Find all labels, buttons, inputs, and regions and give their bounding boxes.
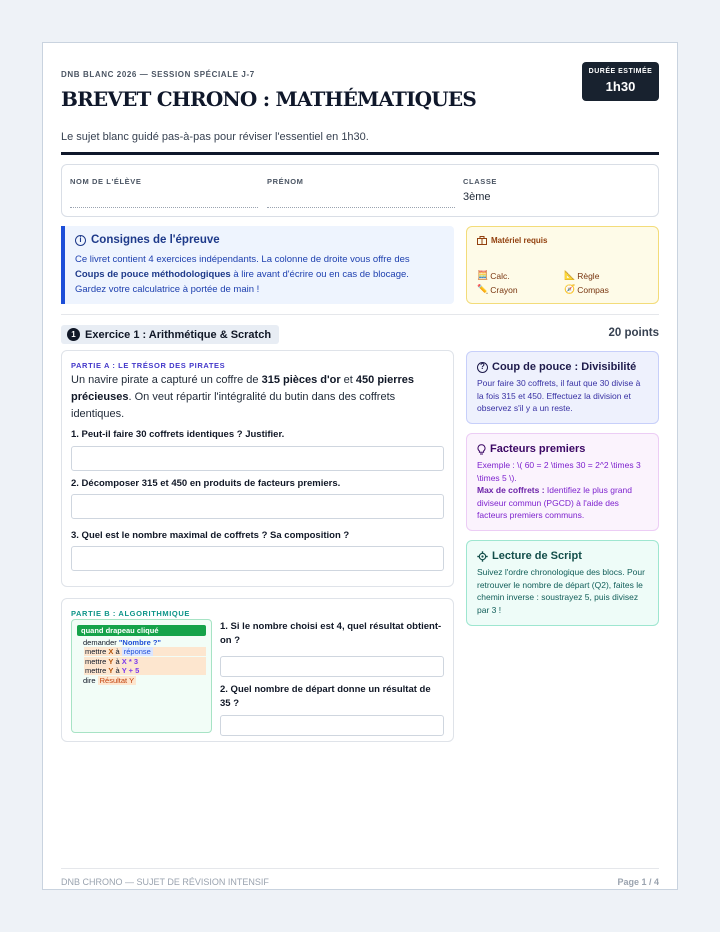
materiel-item-label: Règle [577, 270, 600, 281]
header-rule [61, 152, 659, 155]
materiel-title: Matériel requis [491, 236, 548, 245]
page-subtitle: Le sujet blanc guidé pas-à-pas pour réviser l'essentiel en 1h30. [61, 131, 369, 143]
footer-divider [61, 868, 659, 869]
scratch-keyword: à [115, 647, 120, 656]
tip-facteurs [466, 433, 659, 531]
tip-facteurs-bold: Max de coffrets : [477, 485, 545, 495]
part-a-label: PARTIE A : LE TRÉSOR DES PIRATES [71, 361, 226, 370]
part-a-box [61, 350, 454, 587]
question-b1: 1. Si le nombre choisi est 4, quel résultat obtient-on ? [220, 621, 442, 646]
intro-text: . On veut répartir l'intégralité du butin dans des coffrets identiques. [71, 391, 396, 420]
intro-bold: 315 pièces d'or [261, 374, 341, 386]
nom-label: NOM DE L'ÉLÈVE [70, 177, 142, 186]
help-icon: ? [477, 362, 488, 373]
tip-divisibilite-header [477, 361, 636, 373]
scratch-keyword: mettre [85, 647, 107, 656]
exercise-title: Exercice 1 : Arithmétique & Scratch [85, 328, 272, 341]
scratch-reporter: réponse [123, 647, 151, 656]
materiel-item-label: Calc. [490, 270, 510, 281]
intro-text: et [340, 374, 356, 386]
consignes-header [75, 234, 220, 246]
section-divider [61, 314, 659, 315]
tip-script-header [477, 550, 582, 562]
scratch-expression: X * 3 [121, 657, 138, 666]
question-a3: 3. Quel est le nombre maximal de coffrets ? Sa composition ? [71, 530, 350, 541]
scratch-variable: Y [108, 657, 114, 666]
lightbulb-icon [477, 444, 486, 455]
tip-script-title: Lecture de Script [492, 550, 582, 562]
classe-value: 3ème [463, 191, 491, 203]
scratch-say-block [83, 676, 136, 685]
question-a1: 1. Peut-il faire 30 coffrets identiques ? Justifier. [71, 429, 285, 440]
student-info-box [61, 164, 659, 217]
part-b-box [61, 598, 454, 742]
page-number: Page 1 / 4 [617, 877, 659, 887]
consignes-box [61, 226, 454, 304]
question-b2: 2. Quel nombre de départ donne un résultat de 35 ? [220, 684, 431, 709]
tip-facteurs-header [477, 443, 585, 455]
tip-facteurs-example: Exemple : \( 60 = 2 \times 30 = 2^2 \times 3 \times 5 \). [477, 460, 641, 483]
materiel-item-label: Crayon [490, 284, 518, 295]
materiel-item-ruler [564, 270, 599, 281]
scratch-keyword: demander [83, 638, 117, 647]
info-icon: i [75, 235, 86, 246]
classe-field [463, 177, 643, 203]
part-a-intro [71, 372, 439, 423]
pencil-icon: ✏️ [477, 284, 489, 294]
scratch-expression: Y + 5 [121, 666, 140, 675]
exercise-header [61, 325, 279, 344]
scratch-keyword: mettre [85, 657, 107, 666]
document-page [42, 42, 678, 890]
toolbox-icon [477, 236, 487, 245]
scratch-set-x-block [85, 647, 153, 656]
tip-facteurs-detail: Identifiez le plus grand diviseur commun (PGCD) à l'aide des facteurs premiers communs. [477, 485, 632, 520]
consignes-title: Consignes de l'épreuve [91, 234, 220, 246]
duration-label: DURÉE ESTIMÉE [588, 68, 653, 75]
gear-icon [477, 551, 488, 562]
tip-script-text: Suivez l'ordre chronologique des blocs. Pour retrouver le nombre de départ (Q2), faites le chemin inverse : soustrayez 5, puis divisez par 3 ! [477, 567, 645, 615]
exercise-points: 20 points [608, 327, 659, 339]
scratch-keyword: dire [83, 676, 96, 685]
scratch-ask-block [83, 638, 161, 647]
answer-box-b1[interactable] [220, 656, 444, 677]
compass-icon: 🧭 [564, 284, 576, 294]
scratch-hat-block: quand drapeau cliqué [77, 625, 206, 636]
consignes-text-2: à lire avant d'écrire ou en cas de blocage. Gardez votre calculatrice à portée de main ! [75, 269, 409, 295]
part-b-label: PARTIE B : ALGORITHMIQUE [71, 609, 190, 618]
answer-box-a3[interactable] [71, 546, 444, 571]
materiel-item-compass [564, 284, 609, 295]
tip-script [466, 540, 659, 626]
materiel-item-pencil [477, 284, 518, 295]
scratch-script [71, 619, 212, 733]
tip-divisibilite-text: Pour faire 30 coffrets, il faut que 30 divise à la fois 315 et 450. Effectuez la division et observez s'il y a un reste. [477, 378, 641, 413]
scratch-variable: X [108, 647, 114, 656]
exercise-number: 1 [67, 328, 80, 341]
classe-label: CLASSE [463, 177, 498, 186]
ruler-icon: 📐 [564, 270, 576, 280]
scratch-set-y-block-1 [85, 657, 138, 666]
calculator-icon: 🧮 [477, 270, 489, 280]
footer-left: DNB CHRONO — SUJET DE RÉVISION INTENSIF [61, 877, 269, 887]
duration-badge [582, 62, 659, 101]
prenom-line[interactable] [267, 207, 455, 208]
question-a2: 2. Décomposer 315 et 450 en produits de facteurs premiers. [71, 478, 341, 489]
consignes-text-1: Ce livret contient 4 exercices indépendants. La colonne de droite vous offre des [75, 254, 410, 265]
scratch-keyword: mettre [85, 666, 107, 675]
tip-facteurs-title: Facteurs premiers [490, 443, 586, 455]
scratch-reporter: Résultat Y [99, 676, 135, 685]
materiel-box [466, 226, 659, 304]
prenom-label: PRÉNOM [267, 177, 304, 186]
scratch-set-y-block-2 [85, 666, 139, 675]
materiel-item-label: Compas [577, 284, 609, 295]
scratch-keyword: à [115, 657, 120, 666]
nom-line[interactable] [70, 207, 258, 208]
duration-value: 1h30 [605, 79, 636, 94]
page-title: BREVET CHRONO : MATHÉMATIQUES [61, 87, 476, 111]
materiel-item-calculator [477, 270, 510, 281]
consignes-text [75, 252, 434, 297]
intro-text: Un navire pirate a capturé un coffre de [71, 374, 262, 386]
tip-divisibilite [466, 351, 659, 424]
prenom-field[interactable] [267, 177, 455, 186]
session-kicker: DNB BLANC 2026 — SESSION SPÉCIALE J-7 [61, 70, 255, 79]
answer-box-b2[interactable] [220, 715, 444, 736]
answer-box-a1[interactable] [71, 446, 444, 471]
scratch-string: "Nombre ?" [118, 638, 161, 647]
nom-field[interactable] [70, 177, 258, 186]
tip-facteurs-text [477, 459, 648, 522]
scratch-keyword: à [115, 666, 120, 675]
consignes-text-bold: Coups de pouce méthodologiques [75, 269, 231, 280]
scratch-variable: Y [108, 666, 114, 675]
materiel-header [477, 236, 547, 245]
tip-divisibilite-title: Coup de pouce : Divisibilité [492, 361, 637, 373]
answer-box-a2[interactable] [71, 494, 444, 519]
intro-bold: 450 pierres précieuses [71, 374, 415, 403]
